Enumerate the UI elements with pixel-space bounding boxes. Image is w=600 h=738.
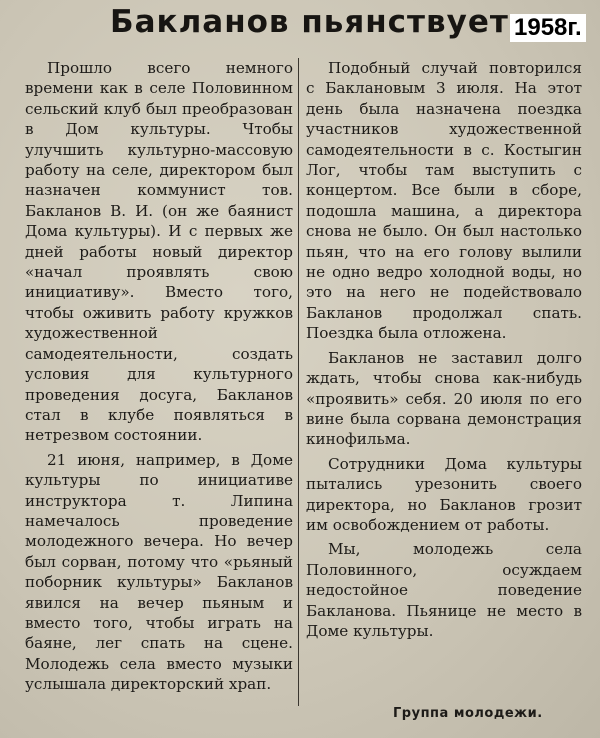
paragraph: Сотрудники Дома культуры пытались урезонить своего директора, но Бакланов грозит им освобождением от работы. <box>306 454 582 534</box>
left-column <box>25 58 293 695</box>
paragraph: Бакланов не заставил долго ждать, чтобы снова как-нибудь «проявить» себя. 20 июля по его вине была сорвана демонстрация кинофильма. <box>306 348 582 449</box>
signature: Группа молодежи. <box>393 706 543 721</box>
column-divider <box>298 58 299 706</box>
paragraph: Мы, молодежь села Половинного, осуждаем недостойное поведение Бакланова. Пьянице не место в Доме культуры. <box>306 540 582 640</box>
paragraph: Подобный случай повторился с Баклановым 3 июля. На этот день была назначена поездка участников художественной самодеятельности в с. Костыгин Лог, чтобы там выступить с концертом. Все были в сборе, подошла машина, а директора снова не было. Он был настолько пьян, что на его голову вылили не одно ведро холодной воды, но это на него не подействовало Бакланов продолжал спать. Поездка была отложена. <box>306 59 582 343</box>
right-column <box>306 58 582 641</box>
year-tag: 1958г. <box>510 14 586 42</box>
paragraph: 21 июня, например, в Доме культуры по инициативе инструктора т. Липина намечалось проведение молодежного вечера. Но вечер был сорван, потому что «рьяный поборник культуры» Бакланов явился на вечер пьяным и вместо того, чтобы играть на баяне, лег спать на сцене. Молодежь села вместо музыки услышала директорский храп. <box>25 450 293 694</box>
headline: Бакланов пьянствует <box>110 4 509 40</box>
paragraph: Прошло всего немного времени как в селе Половинном сельский клуб был преобразован в Дом культуры. Чтобы улучшить культурно-массовую работу на селе, директором был назначен коммунист тов. Бакланов В. И. (он же баянист Дома культуры). И с первых же дней работы новый директор «начал проявлять свою инициативу». Вместо того, чтобы оживить работу кружков художественной самодеятельности, создать условия для культурного проведения досуга, Бакланов стал в клубе появляться в нетрезвом состоянии. <box>25 59 293 445</box>
